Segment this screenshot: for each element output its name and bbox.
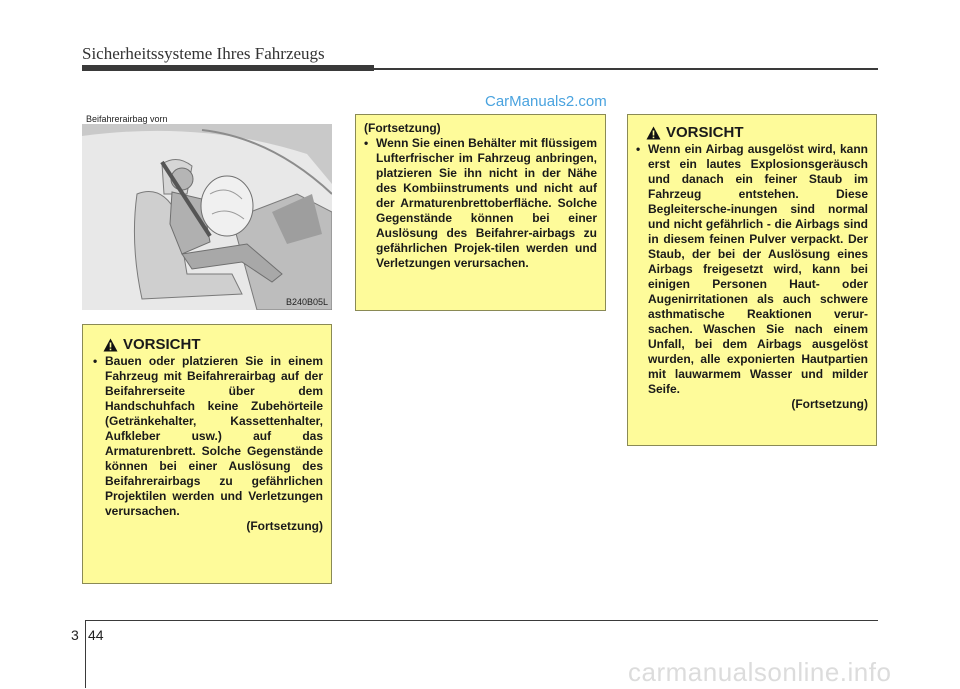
airbag-drawing — [82, 124, 332, 310]
caution-box-air-freshener — [355, 114, 606, 311]
chapter-number: 3 — [71, 627, 79, 643]
header-bar — [82, 65, 374, 71]
caution-text: Wenn Sie einen Behälter mit flüssigem Lufterfrischer im Fahrzeug anbringen, platzieren Sie ihn nicht in der Nähe des Kombiinstruments und nicht auf der Armaturenbrettoberfläche. Solche Gegenstände können bei einer Auslösung des Beifahrer-airbags zu gefährlichen Projek-tilen werden und Verletzungen verursachen. — [376, 136, 597, 270]
caution-title: VORSICHT — [666, 124, 744, 141]
bullet-dot: • — [636, 142, 641, 156]
continued-label: (Fortsetzung) — [791, 397, 868, 411]
page-header-title: Sicherheitssysteme Ihres Fahrzeugs — [82, 44, 325, 63]
watermark-top: CarManuals2.com — [485, 93, 607, 110]
warning-triangle-icon — [103, 338, 118, 352]
caution-bullet — [93, 354, 323, 519]
caution-heading — [646, 125, 868, 140]
header-rule — [374, 68, 878, 70]
caution-box-airbag-dust — [627, 114, 877, 446]
caution-title: VORSICHT — [123, 336, 201, 353]
bullet-dot: • — [364, 136, 369, 150]
caution-text: Wenn ein Airbag ausgelöst wird, kann erst ein lautes Explosionsgeräusch und danach ein feiner Staub im Fahrzeug entstehen. Diese Begleitersche-inungen sind normal und nicht gefährlich - die Airbags sind in diesem feinen Pulver verpackt. Der Staub, der bei der Auslösung eines Airbags freigesetzt wird, kann bei einigen Personen Haut- oder Augenirritationen als auch schwere asthmatische Reaktionen verur-sachen. Waschen Sie nach einem Unfall, bei dem Airbags ausgelöst wurden, alle exponierten Hautpartien mit lauwarmem Wasser und milder Seife. — [648, 142, 868, 396]
caution-box-accessories — [82, 324, 332, 584]
footer-rule — [85, 620, 878, 621]
airbag-illustration — [82, 124, 332, 310]
continuation-label: (Fortsetzung) — [364, 121, 441, 135]
caution-text: Bauen oder platzieren Sie in einem Fahrzeug mit Beifahrerairbag auf der Beifahrerseite über dem Handschuhfach keine Zubehörteile (Getränkehalter, Kassettenhalter, Aufkleber usw.) auf das Armaturenbrett. Solche Gegenstände können bei einer Auslösung des Beifahrerairbags zu gefährlichen Projektilen werden und Verletzungen verursachen. — [105, 354, 323, 518]
figure-code: B240B05L — [285, 297, 328, 307]
caution-bullet — [636, 142, 868, 397]
watermark-bottom: carmanualsonline.info — [628, 657, 892, 687]
caution-heading — [103, 337, 323, 352]
figure-caption: Beifahrerairbag vorn — [86, 114, 168, 124]
page-number: 44 — [88, 627, 104, 643]
warning-triangle-icon — [646, 126, 661, 140]
page-number-divider — [85, 620, 86, 688]
continued-label: (Fortsetzung) — [246, 519, 323, 533]
caution-bullet — [364, 136, 597, 271]
bullet-dot: • — [93, 354, 98, 368]
